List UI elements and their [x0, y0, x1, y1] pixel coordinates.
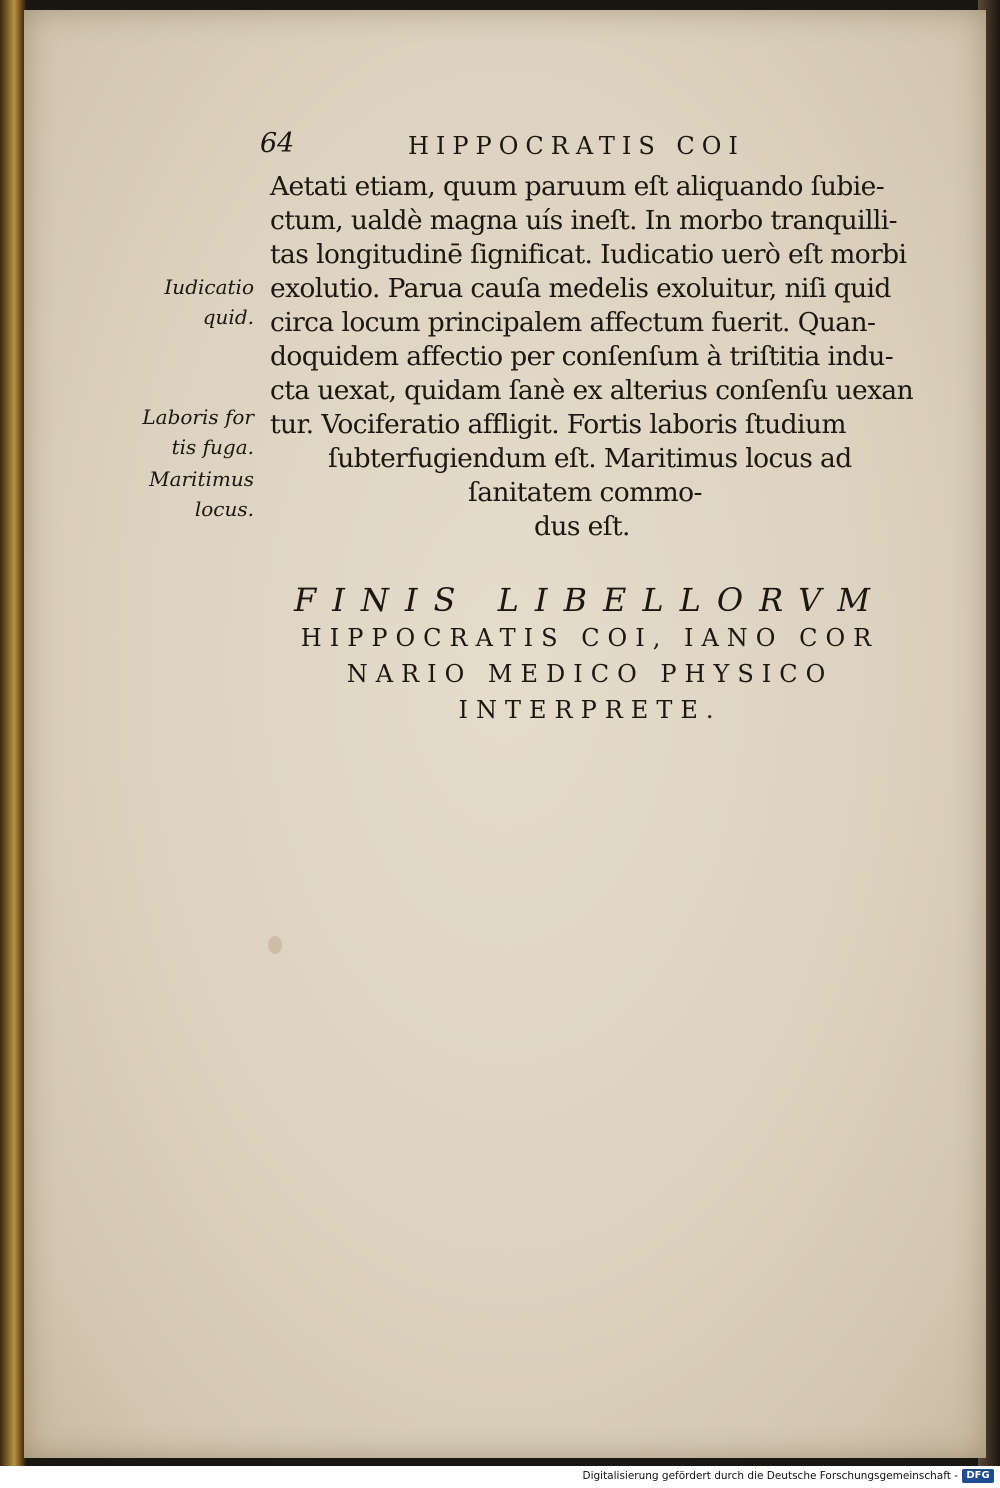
running-head	[260, 128, 820, 168]
text-line: circa locum principalem affectum fuerit. Quan-	[270, 307, 876, 338]
text-line: tur. Vociferatio affligit. Fortis laboris ſtudium	[270, 409, 846, 440]
marginal-note-laboris	[120, 402, 254, 462]
text-line: ctum, ualdè magna uís ineſt. In morbo tranquilli-	[270, 205, 897, 236]
colophon-line: HIPPOCRATIS COI, IANO COR	[300, 624, 880, 652]
digitization-footer	[0, 1466, 1000, 1488]
book-gilt-edge	[0, 0, 26, 1466]
text-line: cta uexat, quidam ſanè ex alterius conſenſu uexan	[270, 375, 914, 406]
text-line: exolutio. Parua cauſa medelis exoluitur, niſi quid	[270, 273, 891, 304]
colophon-line: INTERPRETE.	[458, 696, 722, 724]
text-line: ſubterfugiendum eſt. Maritimus locus ad	[328, 443, 852, 474]
marginal-note-line: quid.	[202, 305, 254, 329]
colophon	[270, 580, 910, 728]
dfg-logo: DFG	[962, 1469, 994, 1483]
text-line: tas longitudinē ſignificat. Iudicatio uerò eſt morbi	[270, 239, 907, 270]
text-line: doquidem affectio per conſenſum à triſtitia indu-	[270, 341, 894, 372]
marginal-note-line: Iudicatio	[164, 275, 254, 299]
body-text	[270, 170, 914, 544]
colophon-line: FINIS LIBELLORVM	[294, 581, 886, 619]
marginal-note-line: locus.	[194, 497, 254, 521]
running-title: HIPPOCRATIS COI	[408, 132, 745, 160]
marginal-note-maritimus	[120, 464, 254, 524]
page-number: 64	[260, 128, 295, 159]
colophon-line: NARIO MEDICO PHYSICO	[346, 660, 834, 688]
marginal-note-line: Laboris for	[142, 405, 254, 429]
funding-credit: Digitalisierung gefördert durch die Deutsche Forschungsgemeinschaft -	[582, 1470, 958, 1482]
text-line: Aetati etiam, quum paruum eſt aliquando ſubie-	[270, 171, 885, 202]
text-line: ſanitatem commo-	[468, 477, 702, 508]
marginal-note-iudicatio	[120, 272, 254, 332]
paper-stain	[268, 936, 282, 954]
text-line: dus eſt.	[534, 511, 630, 542]
marginal-note-line: Maritimus	[149, 467, 254, 491]
marginal-note-line: tis fuga.	[171, 435, 254, 459]
